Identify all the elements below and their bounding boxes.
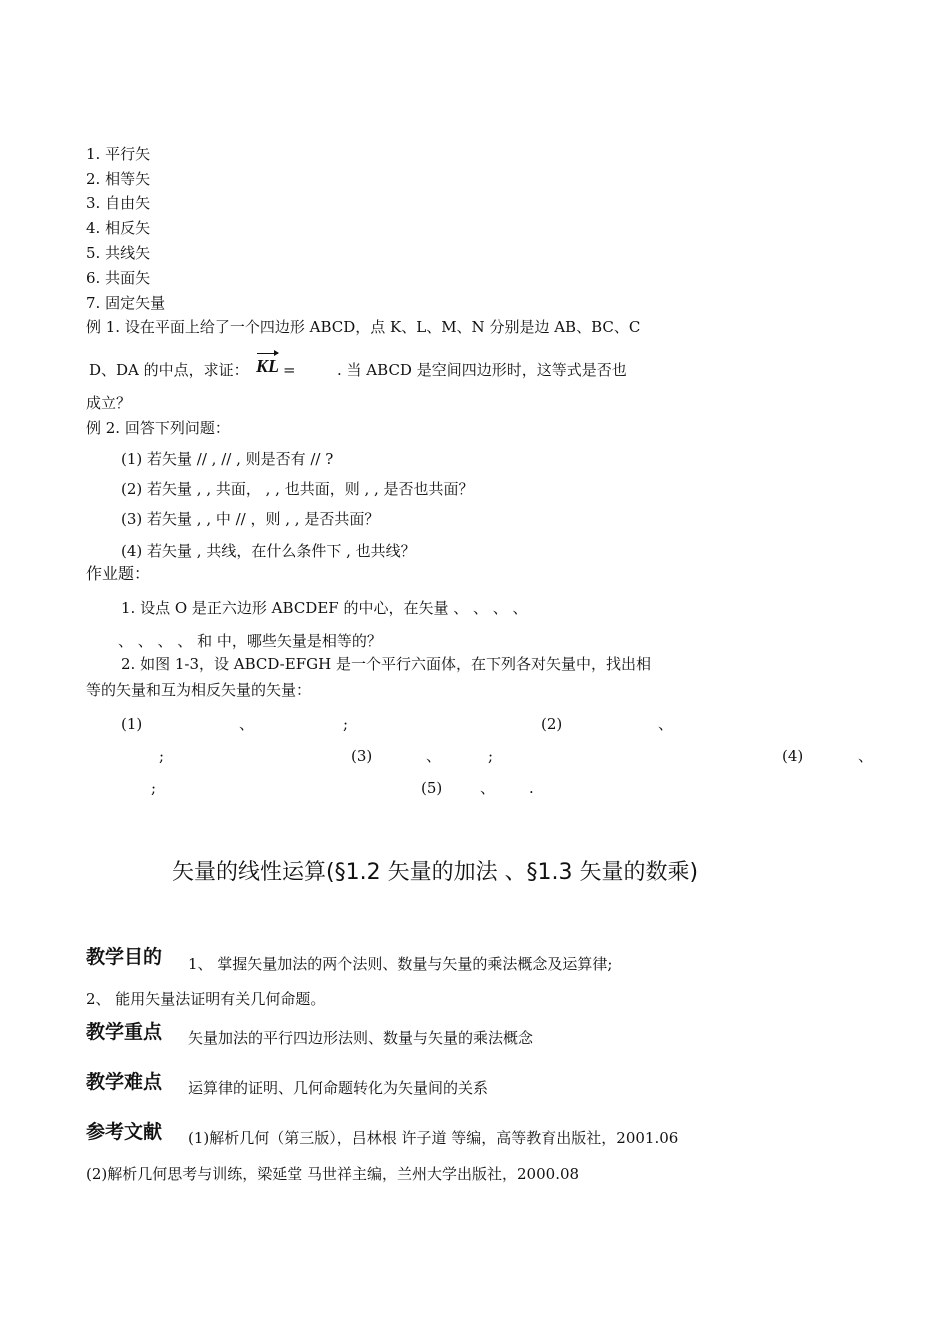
pair-3-end: ; [488,747,494,765]
vector-kl-symbol: KL [256,356,280,376]
example1-line1: 例 1. 设在平面上给了一个四边形 ABCD，点 K、L、M、N 分别是边 AB、BC、C [86,318,641,336]
pair-1-end: ; [343,715,349,733]
homework-p1-line1: 1. 设点 O 是正六边形 ABCDEF 的中心，在矢量 、 、 、 、 [121,599,528,617]
pair-5-sep: 、 [480,779,496,797]
reference-2: (2)解析几何思考与训练，梁延堂 马世祥主编，兰州大学出版社，2000.08 [86,1165,580,1183]
difficulty-text: 运算律的证明、几何命题转化为矢量间的关系 [188,1079,489,1097]
list-item-equal: 2. 相等矢 [86,170,151,188]
pair-2-sep: 、 [658,715,674,733]
pair-4-end: ; [151,779,157,797]
goal-item-1: 1、 掌握矢量加法的两个法则、数量与矢量的乘法概念及运算律; [188,955,613,973]
list-item-opposite: 4. 相反矢 [86,219,151,237]
homework-p2-line1: 2. 如图 1-3，设 ABCD-EFGH 是一个平行六面体，在下列各对矢量中，找出相 [121,655,651,673]
pair-2-end: ; [159,747,165,765]
goal-heading: 教学目的 [86,946,163,968]
homework-p1-line2: 、 、 、 、 和 中，哪些矢量是相等的？ [118,632,382,650]
example1-line3: 成立？ [86,394,132,412]
key-text: 矢量加法的平行四边形法则、数量与矢量的乘法概念 [188,1029,534,1047]
pair-5-label: (5) [421,779,443,797]
difficulty-heading: 教学难点 [86,1071,163,1093]
list-item-coplanar: 6. 共面矢 [86,269,151,287]
pair-1-sep: 、 [239,715,255,733]
list-item-fixed: 7. 固定矢量 [86,294,166,312]
pair-4-label: (4) [782,747,804,765]
pair-1-label: (1) [121,715,143,733]
pair-3-sep: 、 [426,747,442,765]
goal-item-2: 2、 能用矢量法证明有关几何命题。 [86,990,326,1008]
reference-1: (1)解析几何（第三版），吕林根 许子道 等编，高等教育出版社，2001.06 [188,1129,679,1147]
pair-4-sep: 、 [858,747,874,765]
section-title: 矢量的线性运算(§1.2 矢量的加法 、§1.3 矢量的数乘) [172,860,699,885]
example2-q1: (1) 若矢量 // , // , 则是否有 // ? [121,450,334,468]
example2-q2: (2) 若矢量 , , 共面， , , 也共面，则 , , 是否也共面？ [121,480,474,498]
pair-2-label: (2) [541,715,563,733]
example2-title: 例 2. 回答下列问题： [86,419,230,437]
homework-p2-line2: 等的矢量和互为相反矢量的矢量： [86,681,312,699]
vector-kl [256,357,279,376]
references-heading: 参考文献 [86,1121,163,1143]
pair-3-label: (3) [351,747,373,765]
homework-title: 作业题： [86,564,151,583]
example2-q3: (3) 若矢量 , , 中 // ，则 , , 是否共面？ [121,510,380,528]
list-item-free: 3. 自由矢 [86,194,151,212]
list-item-parallel: 1. 平行矢 [86,145,151,163]
example1-line2a: D、DA 的中点，求证： [89,361,249,379]
example1-line2c: . 当 ABCD 是空间四边形时，这等式是否也 [337,361,627,379]
example1-equals: = [283,361,296,379]
key-heading: 教学重点 [86,1021,163,1043]
list-item-collinear: 5. 共线矢 [86,244,151,262]
pair-5-end: . [529,779,534,797]
example2-q4: (4) 若矢量 , 共线，在什么条件下 , 也共线？ [121,542,416,560]
